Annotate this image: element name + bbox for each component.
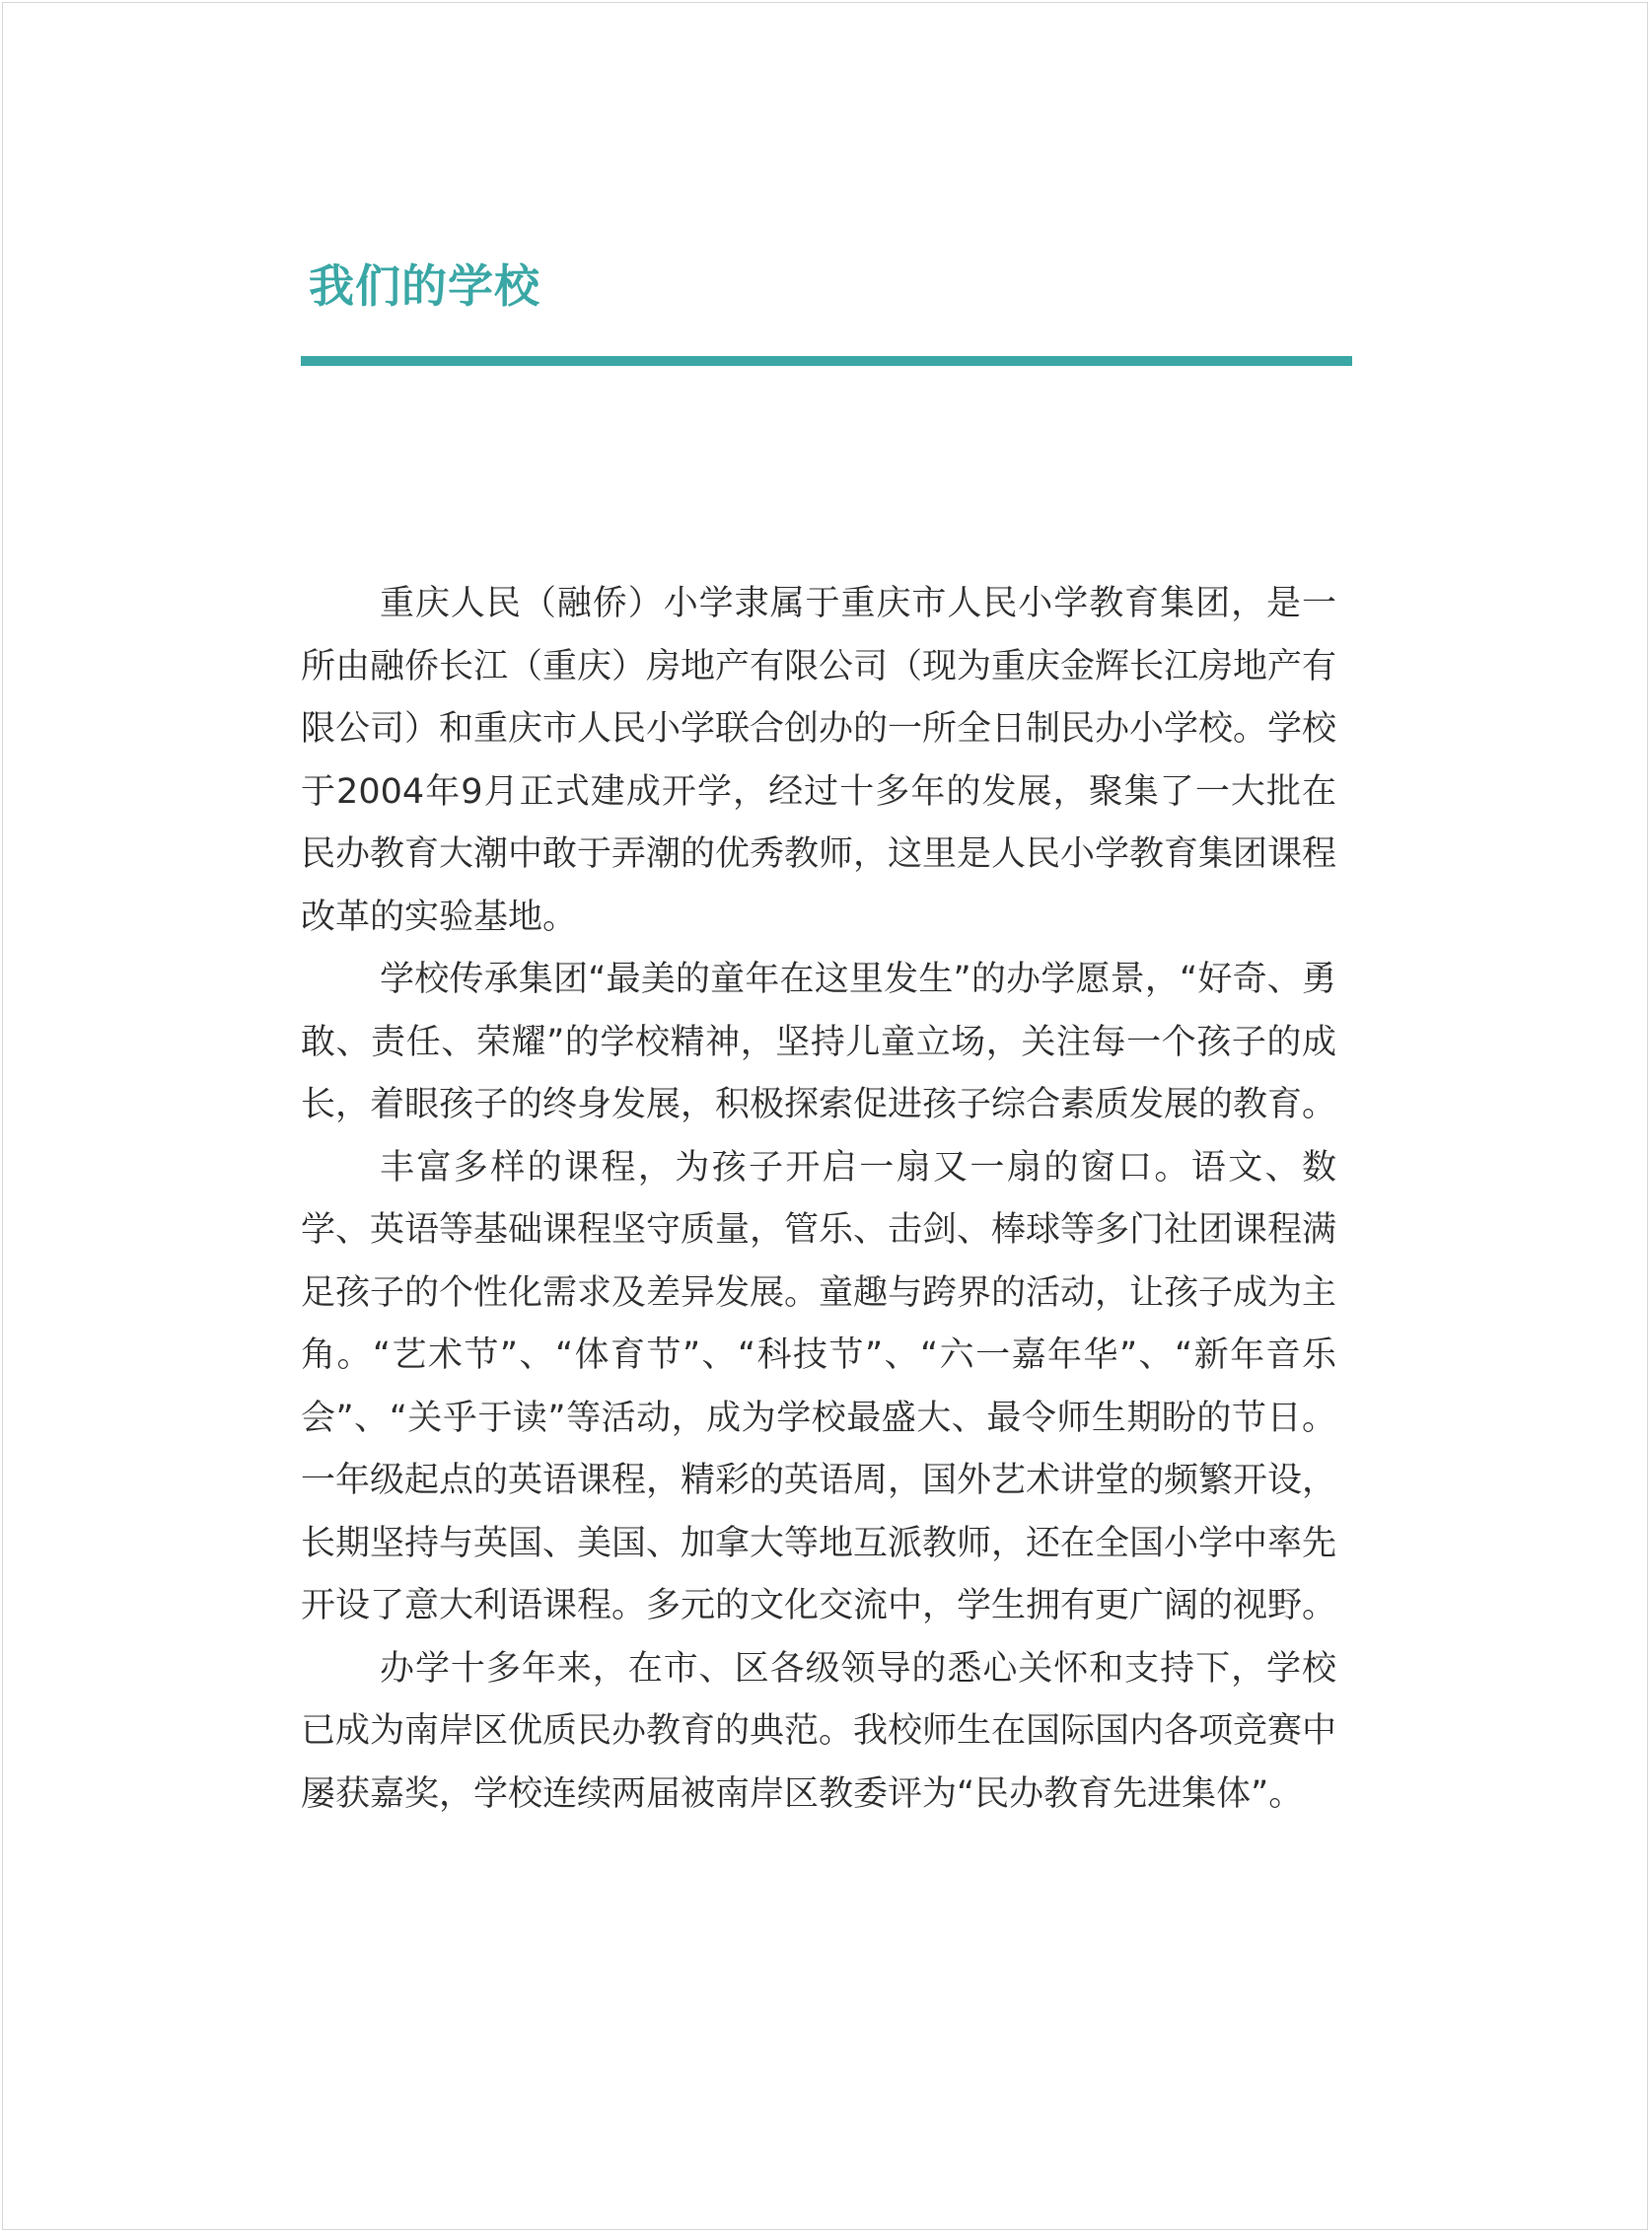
paragraph-intro: 重庆人民（融侨）小学隶属于重庆市人民小学教育集团，是一所由融侨长江（重庆）房地产有限公司（现为重庆金辉长江房地产有限公司）和重庆市人民小学联合创办的一所全日制民办小学校。学校于2004年9月正式建成开学，经过十多年的发展，聚集了一大批在民办教育大潮中敢于弄潮的优秀教师，这里是人民小学教育集团课程改革的实验基地。 <box>301 584 1337 937</box>
paragraph-vision: 学校传承集团“最美的童年在这里发生”的办学愿景，“好奇、勇敢、责任、荣耀”的学校精神，坚持儿童立场，关注每一个孩子的成长，着眼孩子的终身发展，积极探索促进孩子综合素质发展的教育。 <box>301 960 1337 1124</box>
paragraph-curriculum: 丰富多样的课程，为孩子开启一扇又一扇的窗口。语文、数学、英语等基础课程坚守质量，管乐、击剑、棒球等多门社团课程满足孩子的个性化需求及差异发展。童趣与跨界的活动，让孩子成为主角。“艺术节”、“体育节”、“科技节”、“六一嘉年华”、“新年音乐会”、“关乎于读”等活动，成为学校最盛大、最令师生期盼的节日。一年级起点的英语课程，精彩的英语周，国外艺术讲堂的频繁开设，长期坚持与英国、美国、加拿大等地互派教师，还在全国小学中率先开设了意大利语课程。多元的文化交流中，学生拥有更广阔的视野。 <box>301 1147 1337 1625</box>
article-body <box>301 573 1336 1826</box>
paragraph-achievements: 办学十多年来，在市、区各级领导的悉心关怀和支持下，学校已成为南岸区优质民办教育的典范。我校师生在国际国内各项竞赛中屡获嘉奖，学校连续两届被南岸区教委评为“民办教育先进集体”。 <box>301 1648 1337 1814</box>
page-title: 我们的学校 <box>309 259 540 313</box>
title-divider <box>301 356 1352 366</box>
